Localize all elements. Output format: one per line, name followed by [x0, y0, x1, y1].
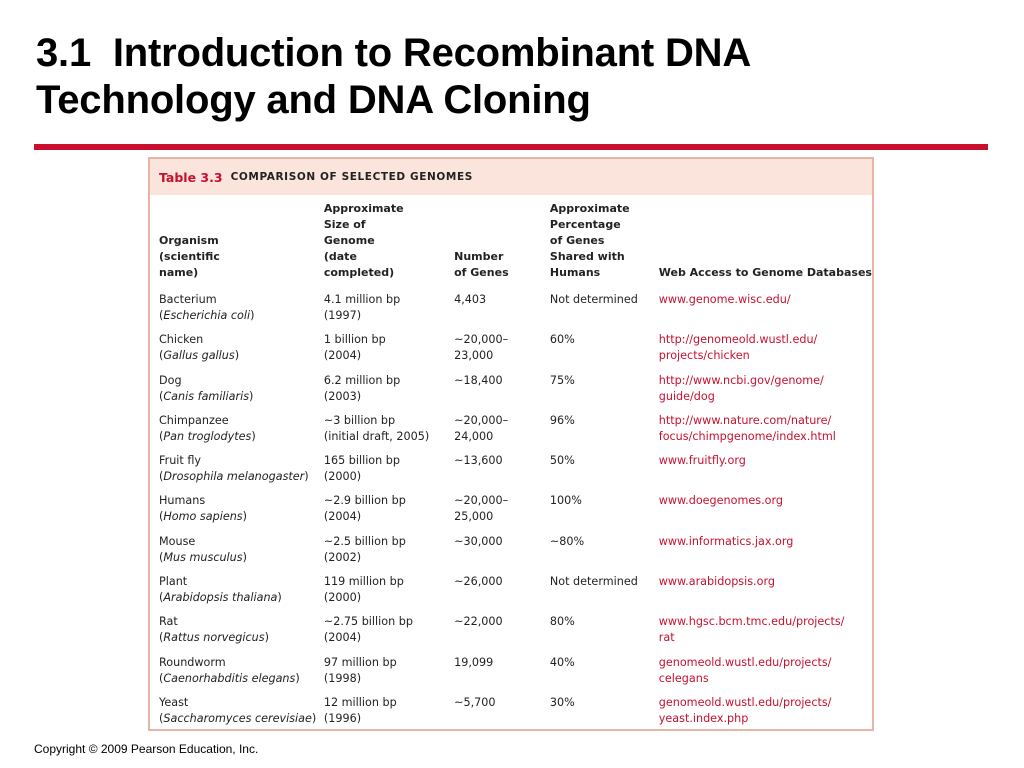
shared-percentage: Not determined: [549, 293, 638, 306]
shared-percentage: 50%: [549, 454, 575, 468]
genome-size-cell: [324, 695, 454, 735]
organism-common-name: Chicken: [159, 333, 204, 347]
gene-count: ~30,000: [454, 534, 503, 548]
header-line: Approximate: [323, 202, 404, 215]
database-url-cont: rat: [658, 631, 675, 645]
database-url-cont: celegans: [658, 671, 709, 685]
genome-size-cell: [324, 655, 454, 695]
shared-percentage: 100%: [549, 494, 582, 508]
web-access-cell: [659, 574, 872, 614]
header-line: of Genes: [549, 234, 605, 247]
date-completed: (1996): [323, 711, 362, 725]
table-caption: [150, 159, 872, 195]
genome-size: 12 million bp: [323, 695, 397, 709]
table-row: [159, 332, 872, 372]
organism-scientific-name: (Rattus norvegicus): [159, 631, 269, 645]
header-number-of-genes: [454, 201, 550, 292]
table-row: [159, 413, 872, 453]
date-completed: (2000): [323, 470, 362, 484]
table-body: [159, 292, 872, 735]
scientific-name-text: Gallus gallus: [163, 349, 235, 363]
header-web-access: [659, 201, 872, 292]
shared-percentage-cell: [550, 574, 659, 614]
genome-size: 119 million bp: [323, 575, 404, 589]
organism-common-name: Mouse: [159, 534, 196, 548]
genome-size: ~2.5 billion bp: [323, 534, 406, 548]
database-url-cont: guide/dog: [658, 389, 715, 403]
table-caption-text: COMPARISON OF SELECTED GENOMES: [230, 171, 473, 183]
shared-percentage-cell: [550, 453, 659, 493]
organism-common-name: Roundworm: [159, 655, 226, 669]
scientific-name-text: Drosophila melanogaster: [163, 470, 305, 484]
table-row: [159, 655, 872, 695]
genome-size-cell: [324, 373, 454, 413]
organism-common-name: Dog: [159, 373, 182, 387]
organism-common-name: Bacterium: [159, 293, 217, 306]
web-access-cell: [659, 373, 872, 413]
gene-count-cell: [454, 534, 550, 574]
date-completed: (1997): [323, 309, 362, 322]
scientific-name-text: Homo sapiens: [163, 510, 243, 524]
organism-common-name: Chimpanzee: [159, 413, 229, 427]
web-access-cell: [659, 534, 872, 574]
scientific-name-text: Arabidopsis thaliana: [163, 591, 278, 605]
organism-common-name: Yeast: [159, 695, 189, 709]
database-url: genomeold.wustl.edu/projects/: [658, 695, 832, 709]
table-row: [159, 292, 872, 332]
organism-scientific-name: (Gallus gallus): [159, 349, 240, 363]
date-completed: (2003): [323, 389, 362, 403]
gene-count: ~26,000: [454, 575, 503, 589]
database-url: www.doegenomes.org: [658, 494, 783, 508]
gene-count-cell: [454, 614, 550, 654]
genome-size: 1 billion bp: [323, 333, 386, 347]
table-row: [159, 574, 872, 614]
scientific-name-text: Caenorhabditis elegans: [163, 671, 296, 685]
database-url: www.arabidopsis.org: [658, 575, 775, 589]
shared-percentage: Not determined: [549, 575, 638, 589]
gene-count: ~18,400: [454, 373, 503, 387]
header-line: Humans: [549, 266, 601, 279]
header-line: Genome: [323, 234, 375, 247]
scientific-name-text: Rattus norvegicus: [163, 631, 265, 645]
gene-count-cell: [454, 695, 550, 735]
web-access-cell: [659, 695, 872, 735]
shared-percentage: 75%: [549, 373, 575, 387]
scientific-name-text: Mus musculus: [163, 550, 243, 564]
organism-cell: [159, 534, 324, 574]
genome-size: 6.2 million bp: [323, 373, 401, 387]
gene-count-cont: 23,000: [454, 349, 494, 363]
organism-scientific-name: (Drosophila melanogaster): [159, 470, 309, 484]
genome-size-cell: [324, 574, 454, 614]
header-line: (date: [323, 250, 357, 263]
header-percentage-shared: [550, 201, 659, 292]
slide-title: [36, 30, 996, 124]
organism-scientific-name: (Homo sapiens): [159, 510, 248, 524]
shared-percentage: 80%: [549, 615, 575, 629]
scientific-name-text: Saccharomyces cerevisiae: [163, 711, 312, 725]
web-access-cell: [659, 614, 872, 654]
database-url: www.genome.wisc.edu/: [658, 293, 791, 306]
gene-count-cell: [454, 574, 550, 614]
genome-size-cell: [324, 534, 454, 574]
genome-size: ~2.75 billion bp: [323, 615, 413, 629]
organism-cell: [159, 614, 324, 654]
organism-scientific-name: (Caenorhabditis elegans): [159, 671, 300, 685]
database-url: www.informatics.jax.org: [658, 534, 794, 548]
table-header-row: [159, 201, 872, 292]
organism-cell: [159, 332, 324, 372]
web-access-cell: [659, 655, 872, 695]
header-line: Percentage: [549, 218, 621, 231]
shared-percentage: 60%: [549, 333, 575, 347]
genome-size: ~3 billion bp: [323, 413, 396, 427]
shared-percentage: 96%: [549, 413, 575, 427]
header-line: (scientific: [159, 250, 220, 263]
header-line: Approximate: [549, 202, 630, 215]
genome-size: 165 billion bp: [323, 454, 400, 468]
date-completed: (initial draft, 2005): [323, 429, 430, 443]
gene-count-cell: [454, 292, 550, 332]
genome-comparison-table: [148, 157, 874, 731]
shared-percentage-cell: [550, 373, 659, 413]
web-access-cell: [659, 332, 872, 372]
organism-common-name: Fruit fly: [159, 454, 202, 468]
web-access-cell: [659, 493, 872, 533]
organism-cell: [159, 413, 324, 453]
scientific-name-text: Canis familiaris: [163, 389, 250, 403]
database-url: http://www.nature.com/nature/: [658, 413, 832, 427]
date-completed: (2004): [323, 631, 362, 645]
genome-size-cell: [324, 413, 454, 453]
gene-count-cont: 24,000: [454, 429, 494, 443]
gene-count-cell: [454, 332, 550, 372]
date-completed: (2004): [323, 349, 362, 363]
gene-count: ~20,000–: [454, 494, 509, 508]
gene-count-cont: 25,000: [454, 510, 494, 524]
organism-scientific-name: (Mus musculus): [159, 550, 247, 564]
header-line: name): [159, 266, 199, 279]
organism-scientific-name: (Canis familiaris): [159, 389, 254, 403]
organism-common-name: Rat: [159, 615, 178, 629]
gene-count: ~20,000–: [454, 413, 509, 427]
copyright-notice: Copyright © 2009 Pearson Education, Inc.: [34, 742, 259, 756]
table-number: Table 3.3: [159, 169, 223, 185]
genome-size-cell: [324, 453, 454, 493]
shared-percentage-cell: [550, 655, 659, 695]
database-url: genomeold.wustl.edu/projects/: [658, 655, 832, 669]
scientific-name-text: Escherichia coli: [163, 309, 251, 322]
web-access-cell: [659, 453, 872, 493]
organism-scientific-name: (Saccharomyces cerevisiae): [159, 711, 317, 725]
shared-percentage: ~80%: [549, 534, 585, 548]
table-row: [159, 695, 872, 735]
database-url: http://www.ncbi.gov/genome/: [658, 373, 824, 387]
scientific-name-text: Pan troglodytes: [163, 429, 252, 443]
gene-count: ~20,000–: [454, 333, 509, 347]
header-line: Shared with: [549, 250, 625, 263]
shared-percentage-cell: [550, 292, 659, 332]
header-line: completed): [323, 266, 395, 279]
genome-table: [159, 201, 872, 735]
organism-cell: [159, 493, 324, 533]
shared-percentage-cell: [550, 534, 659, 574]
header-line: of Genes: [454, 266, 509, 279]
genome-size: 4.1 million bp: [323, 293, 401, 306]
genome-size: ~2.9 billion bp: [323, 494, 406, 508]
date-completed: (2002): [323, 550, 362, 564]
organism-scientific-name: (Arabidopsis thaliana): [159, 591, 282, 605]
gene-count: ~5,700: [454, 695, 496, 709]
organism-cell: [159, 373, 324, 413]
shared-percentage-cell: [550, 332, 659, 372]
gene-count: 4,403: [454, 293, 487, 306]
gene-count-cell: [454, 655, 550, 695]
table-row: [159, 373, 872, 413]
web-access-cell: [659, 292, 872, 332]
genome-size: 97 million bp: [323, 655, 397, 669]
table-row: [159, 614, 872, 654]
table-row: [159, 534, 872, 574]
genome-size-cell: [324, 493, 454, 533]
database-url-cont: focus/chimpgenome/index.html: [658, 429, 836, 443]
shared-percentage-cell: [550, 614, 659, 654]
header-genome-size: [324, 201, 454, 292]
organism-cell: [159, 695, 324, 735]
organism-scientific-name: (Escherichia coli): [159, 309, 255, 322]
database-url: http://genomeold.wustl.edu/: [658, 333, 818, 347]
header-line: Number: [454, 250, 504, 263]
date-completed: (1998): [323, 671, 362, 685]
gene-count: ~22,000: [454, 615, 503, 629]
header-organism: [159, 201, 324, 292]
date-completed: (2000): [323, 591, 362, 605]
title-line-1: 3.1 Introduction to Recombinant DNA: [36, 31, 752, 75]
gene-count: 19,099: [454, 655, 494, 669]
organism-common-name: Plant: [159, 575, 188, 589]
shared-percentage-cell: [550, 493, 659, 533]
genome-size-cell: [324, 332, 454, 372]
title-line-2: Technology and DNA Cloning: [36, 78, 591, 122]
gene-count-cell: [454, 413, 550, 453]
organism-scientific-name: (Pan troglodytes): [159, 429, 256, 443]
header-line: Web Access to Genome Databases: [658, 266, 872, 279]
database-url-cont: projects/chicken: [658, 349, 750, 363]
organism-cell: [159, 655, 324, 695]
database-url-cont: yeast.index.php: [658, 711, 749, 725]
gene-count: ~13,600: [454, 454, 503, 468]
table-row: [159, 493, 872, 533]
shared-percentage: 30%: [549, 695, 575, 709]
gene-count-cell: [454, 453, 550, 493]
gene-count-cell: [454, 373, 550, 413]
genome-size-cell: [324, 292, 454, 332]
genome-size-cell: [324, 614, 454, 654]
web-access-cell: [659, 413, 872, 453]
database-url: www.fruitfly.org: [658, 454, 746, 468]
shared-percentage-cell: [550, 695, 659, 735]
table-row: [159, 453, 872, 493]
database-url: www.hgsc.bcm.tmc.edu/projects/: [658, 615, 845, 629]
header-line: Organism: [159, 234, 219, 247]
shared-percentage: 40%: [549, 655, 575, 669]
organism-cell: [159, 574, 324, 614]
organism-cell: [159, 292, 324, 332]
shared-percentage-cell: [550, 413, 659, 453]
header-line: Size of: [323, 218, 366, 231]
organism-common-name: Humans: [159, 494, 206, 508]
title-divider: [34, 144, 988, 150]
date-completed: (2004): [323, 510, 362, 524]
organism-cell: [159, 453, 324, 493]
gene-count-cell: [454, 493, 550, 533]
